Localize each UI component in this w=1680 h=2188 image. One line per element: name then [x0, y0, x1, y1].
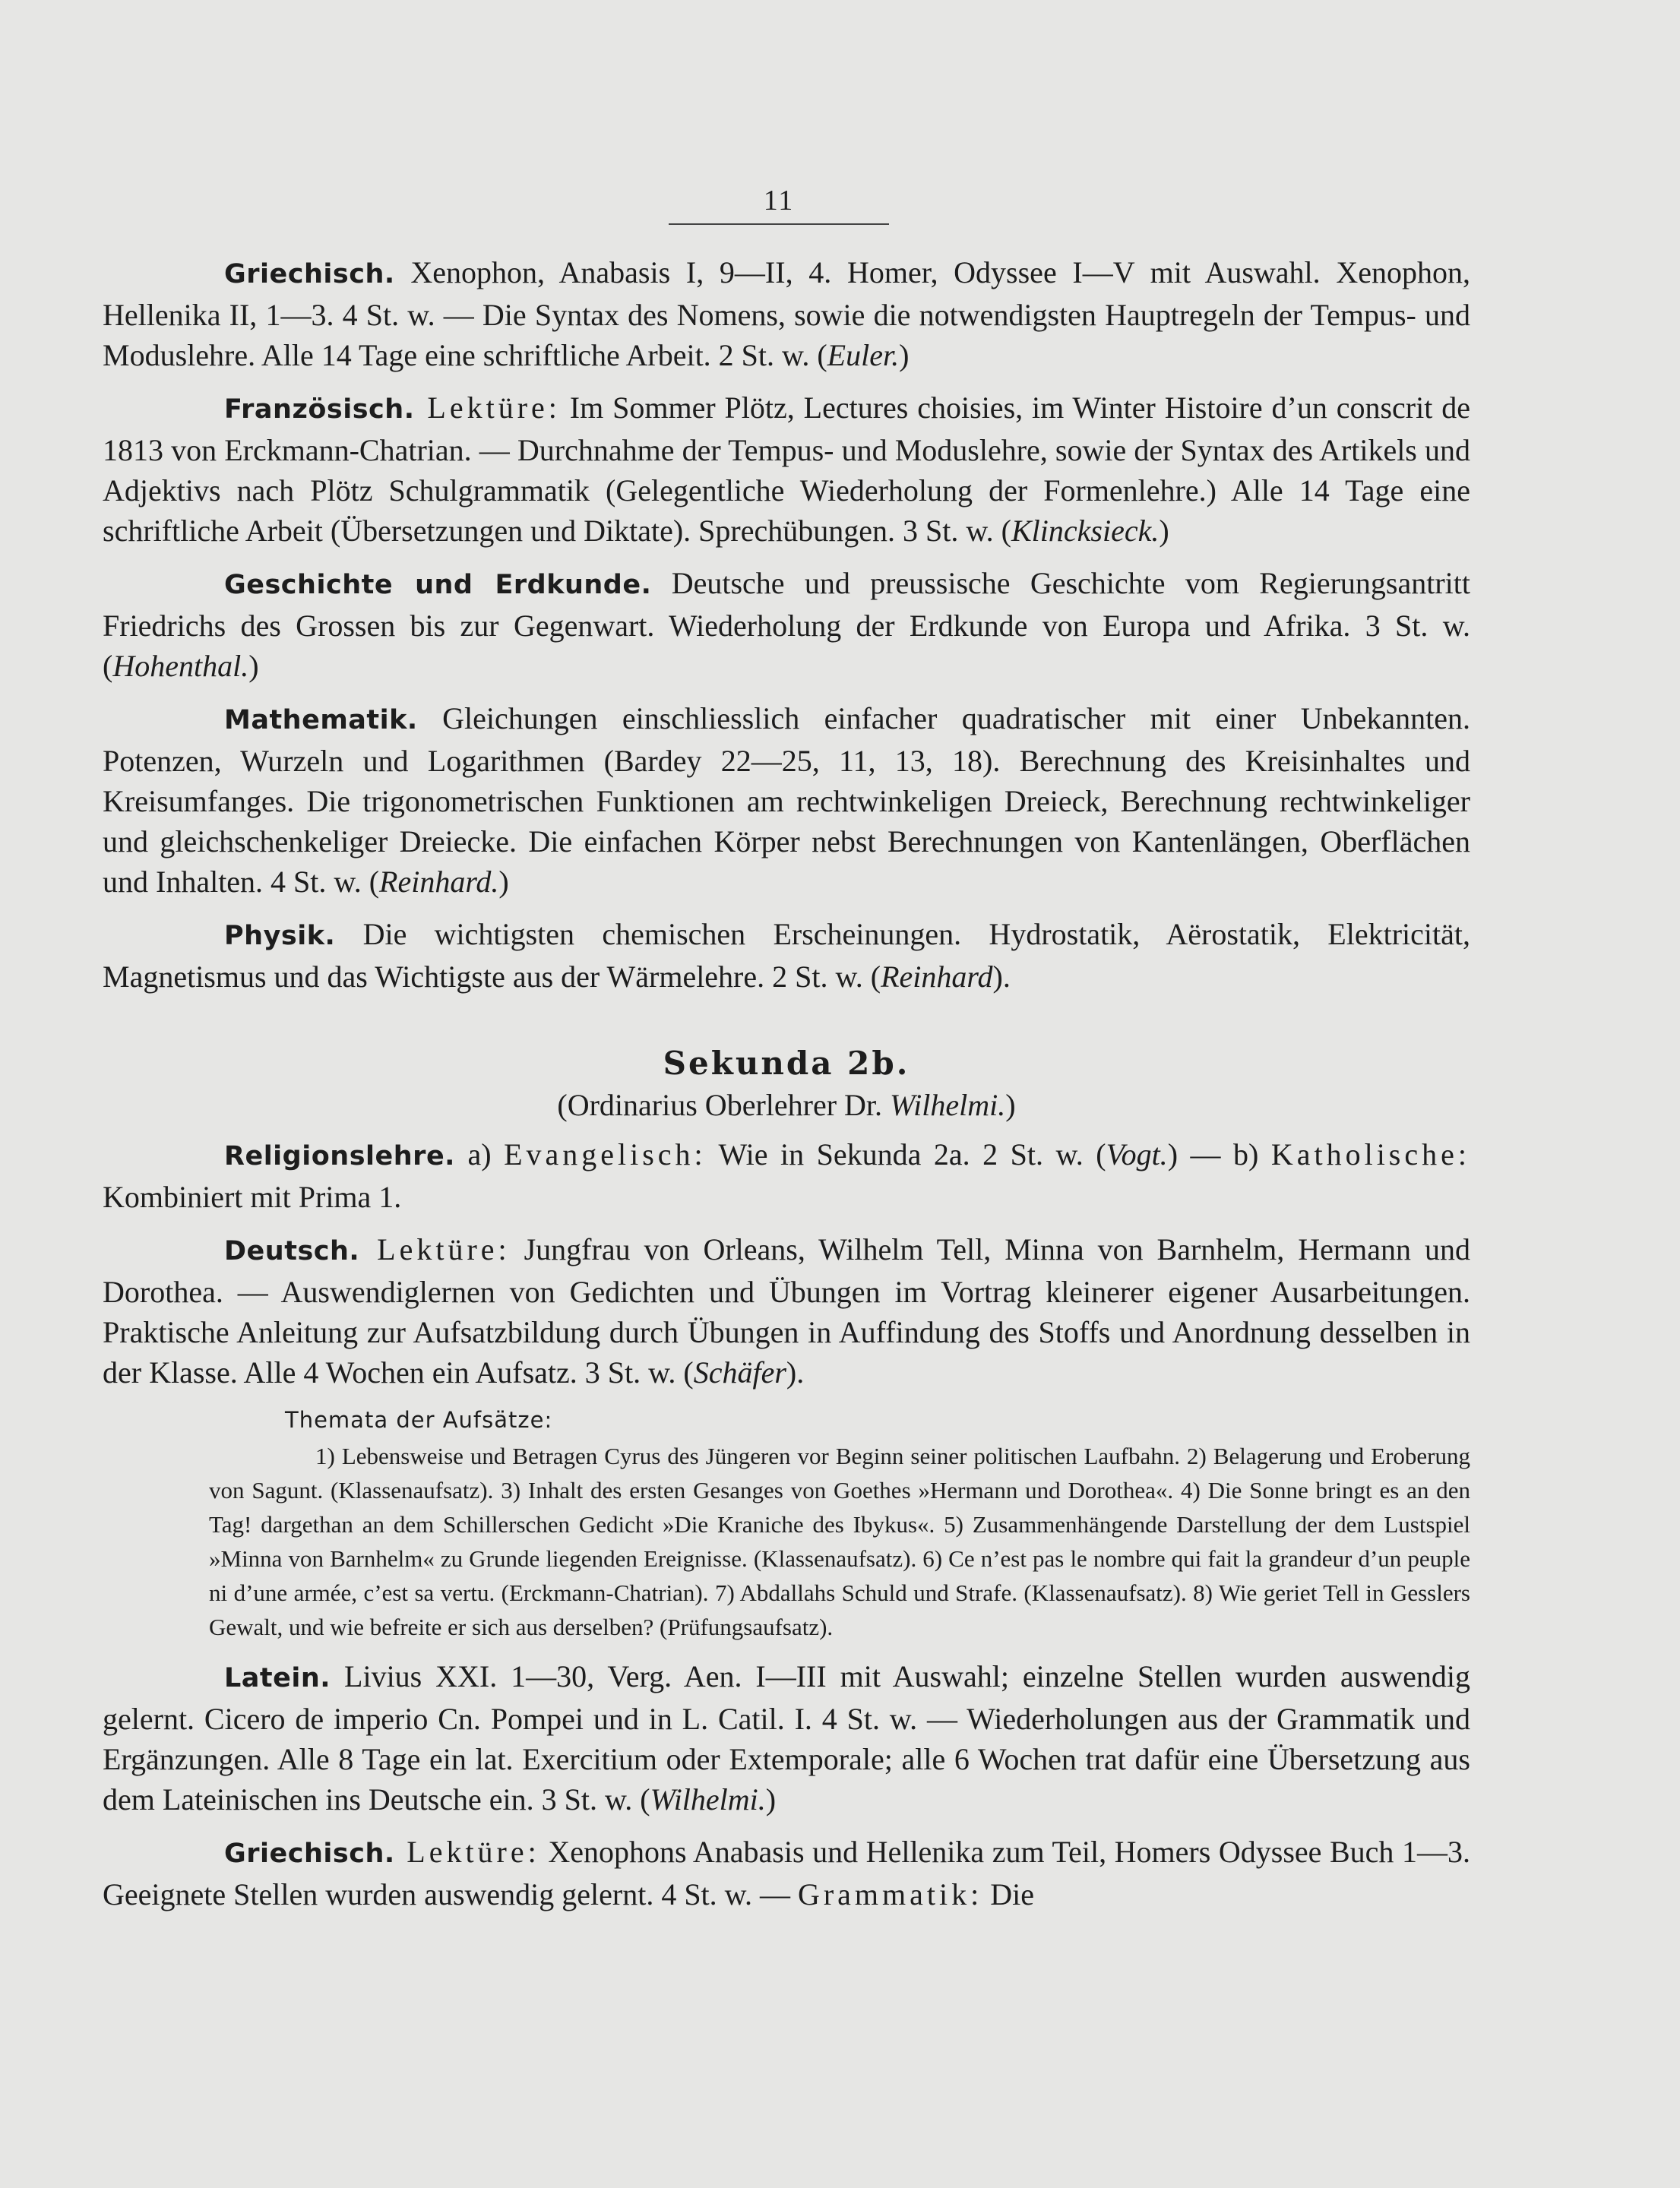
paragraph-text: Xenophon, Anabasis I, 9—II, 4. Homer, Odyssee I—V mit Auswahl. Xenophon, Hellenika II, 1—3. 4 St. w. — Die Syntax des Nomens, sowie die notwendigsten Hauptregeln der Tempus- und Moduslehre. Alle 14 Tage eine schriftliche Arbeit. 2 St. w. (: [103, 255, 1470, 372]
section-title: Sekunda 2b.: [663, 1045, 910, 1082]
paragraph-text: Xenophons Anabasis und Hellenika zum Teil, Homers Odyssee Buch 1—3. Geeignete Stellen wurden auswendig gelernt. 4 St. w. —: [103, 1835, 1470, 1911]
paragraph-close: ): [765, 1782, 777, 1816]
paragraph-text: Jungfrau von Orleans, Wilhelm Tell, Minna von Barnhelm, Hermann und Dorothea. — Auswendiglernen von Gedichten und Übungen im Vortrag kleinerer eigener Ausarbeitungen. Praktische Anleitung zur Aufsatzbildung durch Übungen in Auffindung des Stoffs und Anordnung desselben in der Klasse. Alle 4 Wochen ein Aufsatz. 3 St. w. (: [103, 1232, 1470, 1390]
themata-list: 1) Lebensweise und Betragen Cyrus des Jüngeren vor Beginn seiner politischen Laufbahn. 2) Belagerung und Eroberung von Sagunt. (Klassenaufsatz). 3) Inhalt des ersten Gesanges von Goethes »Hermann und Dorothea«. 4) Die Sonne bringt es an den Tag! dargethan an dem Schillerschen Gedicht »Die Kraniche des Ibykus«. 5) Zusammenhängende Darstellung der dem Lustspiel »Minna von Barnhelm« zu Grunde liegenden Ereignisse. (Klassenaufsatz). 6) Ce n’est pas le nombre qui fait la grandeur d’un peuple ni d’une armée, c’est sa vertu. (Erckmann-Chatrian). 7) Abdallahs Schuld und Strafe. (Klassenaufsatz). 8) Wie geriet Tell in Gesslers Gewalt, und wie befreite er sich aus derselben? (Prüfungsaufsatz).: [209, 1443, 1470, 1640]
page-number: 11: [763, 185, 795, 217]
teacher-name: Hohenthal.: [112, 649, 249, 683]
item-b: ) — b): [1167, 1137, 1271, 1171]
paragraph-physik: [103, 914, 1470, 997]
paragraph-latein: [103, 1656, 1470, 1820]
subject-heading: Religionslehre.: [224, 1141, 455, 1171]
subtitle-pre: (Ordinarius Oberlehrer Dr.: [557, 1088, 891, 1122]
main-column: [103, 252, 1470, 1914]
lead-spaced: Lektüre:: [414, 390, 561, 425]
teacher-name: Schäfer: [693, 1355, 786, 1390]
subject-heading: Latein.: [224, 1663, 331, 1693]
paragraph-text: Gleichungen einschliesslich einfacher quadratischer mit einer Unbekannten. Potenzen, Wurzeln und Logarithmen (Bardey 22—25, 11, 13, 18). Berechnung des Kreisinhaltes und Kreisumfanges. Die trigonometrischen Funktionen am rechtwinkeligen Dreieck, Berechnung rechtwinkeliger und gleichschenkeliger Dreiecke. Die einfachen Körper nebst Berechnungen von Kantenlängen, Oberflächen und Inhalten. 4 St. w. (: [103, 701, 1470, 899]
paragraph-close: ): [899, 338, 910, 372]
item-a: a): [454, 1137, 505, 1171]
subject-heading: Griechisch.: [224, 1839, 395, 1869]
paragraph-close: ).: [786, 1355, 805, 1390]
paragraph-deutsch: [103, 1229, 1470, 1393]
section-subtitle: [103, 1085, 1470, 1125]
paragraph-text: Kombiniert mit Prima 1.: [103, 1180, 402, 1214]
paragraph-text: Die wichtigsten chemischen Erscheinungen. Hydrostatik, Aërostatik, Elektricität, Magnetismus und das Wichtigste aus der Wärmelehre. 2 St. w. (: [103, 917, 1470, 994]
teacher-name: Vogt.: [1106, 1137, 1168, 1171]
header-rule: [669, 223, 889, 225]
paragraph-franzoesisch: [103, 387, 1470, 551]
themata-heading: Themata der Aufsätze:: [285, 1407, 553, 1433]
teacher-name: Reinhard: [881, 960, 993, 994]
paragraph-text: Wie in Sekunda 2a. 2 St. w. (: [706, 1137, 1106, 1171]
subject-heading: Deutsch.: [224, 1236, 360, 1266]
teacher-name: Reinhard.: [379, 865, 499, 899]
ordinarius-name: Wilhelmi.: [890, 1088, 1006, 1122]
paragraph-close: ): [248, 649, 259, 683]
paragraph-close: ).: [992, 960, 1011, 994]
paragraph-close: ): [498, 865, 509, 899]
lead-spaced: Evangelisch:: [504, 1137, 707, 1171]
paragraph-griechisch-1: [103, 252, 1470, 375]
paragraph-griechisch-2: [103, 1832, 1470, 1914]
lead-spaced: Lektüre:: [359, 1232, 511, 1266]
teacher-name: Klincksieck.: [1011, 514, 1160, 548]
lead-spaced: Katholische:: [1270, 1137, 1470, 1171]
teacher-name: Euler.: [827, 338, 900, 372]
paragraph-text: Deutsche und preussische Geschichte vom Regierungsantritt Friedrichs des Grossen bis zur Gegenwart. Wiederholung der Erdkunde von Europa und Afrika. 3 St. w. (: [103, 566, 1470, 683]
paragraph-text: Livius XXI. 1—30, Verg. Aen. I—III mit Auswahl; einzelne Stellen wurden auswendig gelernt. Cicero de imperio Cn. Pompei und in L. Catil. I. 4 St. w. — Wiederholungen aus der Grammatik und Ergänzungen. Alle 8 Tage ein lat. Exercitium oder Extemporale; alle 6 Wochen trat dafür eine Übersetzung aus dem Lateinischen ins Deutsche ein. 3 St. w. (: [103, 1659, 1470, 1816]
subject-heading: Geschichte und Erdkunde.: [224, 570, 652, 600]
subject-heading: Französisch.: [224, 394, 415, 425]
teacher-name: Wilhelmi.: [650, 1782, 766, 1816]
paragraph-text: Im Sommer Plötz, Lectures choisies, im Winter Histoire d’un conscrit de 1813 von Erckmann-Chatrian. — Durchnahme der Tempus- und Moduslehre, sowie der Syntax des Artikels und Adjektivs nach Plötz Schulgrammatik (Gelegentliche Wiederholung der Formenlehre.) Alle 14 Tage eine schriftliche Arbeit (Übersetzungen und Diktate). Sprechübungen. 3 St. w. (: [103, 390, 1470, 548]
paragraph-close: ): [1159, 514, 1169, 548]
paragraph-mathematik: [103, 698, 1470, 902]
subject-heading: Griechisch.: [224, 259, 395, 289]
paragraph-text: Die: [982, 1877, 1035, 1911]
paragraph-geschichte: [103, 563, 1470, 686]
subject-heading: Mathematik.: [224, 705, 418, 735]
subtitle-post: ): [1005, 1088, 1016, 1122]
lead-spaced: Lektüre:: [394, 1835, 540, 1869]
paragraph-religionslehre: [103, 1134, 1470, 1217]
subject-heading: Physik.: [224, 921, 336, 951]
lead-spaced: Grammatik:: [797, 1877, 983, 1911]
